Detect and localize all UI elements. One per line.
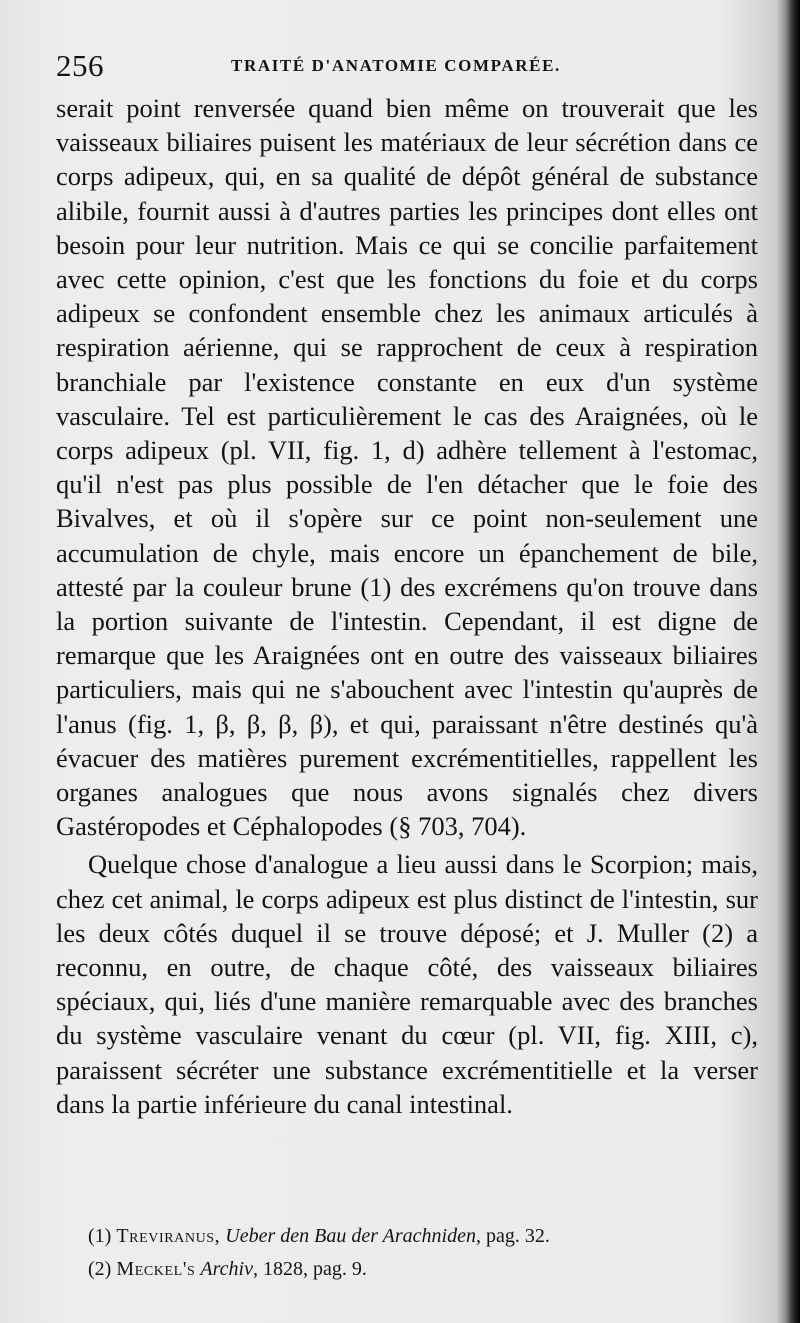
paragraph-1: serait point renversée quand bien même on trouverait que les vaisseaux biliaires puisent les matériaux de leur sécrétion dans ce corps adipeux, qui, en sa qualité de dépôt général de substance alibile, fournit aussi à d'autres parties les principes dont elles ont besoin pour leur nutrition. Mais ce qui se concilie parfaitement avec cette opinion, c'est que les fonctions du foie et du corps adipeux se confondent ensemble chez les animaux articulés à respiration aérienne, qui se rapprochent de ceux à respiration branchiale par l'existence constante en eux d'un système vasculaire. Tel est particulièrement le cas des Araignées, où le corps adipeux (pl. VII, fig. 1, d) adhère tellement à l'estomac, qu'il n'est pas plus possible de l'en détacher que le foie des Bivalves, et où il s'opère sur ce point non-seulement une accumulation de chyle, mais encore un épanchement de bile, attesté par la couleur brune (1) des excrémens qu'on trouve dans la portion suivante de l'intestin. Cependant, il est digne de remarque que les Araignées ont en outre des vaisseaux biliaires particuliers, mais qui ne s'abouchent avec l'intestin qu'auprès de l'anus (fig. 1, β, β, β, β), et qui, paraissant n'être destinés qu'à évacuer des matières purement excrémentitielles, rappellent les organes analogues que nous avons signalés chez divers Gastéropodes et Céphalopodes (§ 703, 704). [56, 93, 758, 842]
page-header [56, 48, 760, 88]
footnote-title: Archiv [200, 1258, 253, 1280]
page-edge-shadow [786, 0, 800, 1323]
footnote-2 [88, 1253, 728, 1286]
footnote-marker: (2) [88, 1258, 112, 1280]
footnote-citation: , 1828, pag. 9. [252, 1258, 367, 1280]
footnote-1 [88, 1220, 728, 1253]
page-number: 256 [56, 48, 104, 83]
footnote-title: Ueber den Bau der Arachniden [225, 1225, 476, 1247]
running-title: TRAITÉ D'ANATOMIE COMPARÉE. [231, 56, 561, 75]
footnote-citation: , pag. 32. [475, 1225, 550, 1247]
footnote-author: Meckel's [116, 1258, 196, 1280]
footnote-marker: (1) [88, 1225, 112, 1247]
body-text [56, 91, 758, 1121]
footnote-author: Treviranus, [116, 1225, 221, 1247]
paragraph-2: Quelque chose d'analogue a lieu aussi dans le Scorpion; mais, chez cet animal, le corps adipeux est plus distinct de l'intestin, sur les deux côtés duquel il se trouve déposé; et J. Muller (2) a reconnu, en outre, de chaque côté, des vaisseaux biliaires spéciaux, qui, liés d'une manière remarquable avec des branches du système vasculaire venant du cœur (pl. VII, fig. XIII, c), paraissent sécréter une substance excrémentitielle et la verser dans la partie inférieure du canal intestinal. [56, 849, 758, 1119]
footnotes [88, 1220, 728, 1286]
